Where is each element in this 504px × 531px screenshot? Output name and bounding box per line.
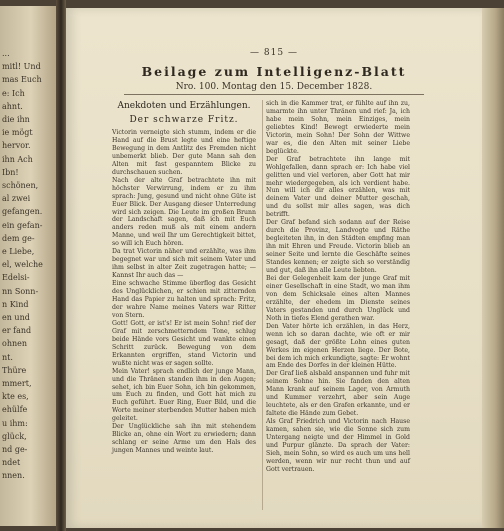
article-paragraph: Bei der Gelegenheit kam der junge Graf mit einer Gesellschaft in eine Stadt, wo man ihm von dem Schicksale eines alten Mannes erzählte, der ehedem im Dienste seines Vaters gestanden und durch Unglück und Noth in tiefes Elend gerathen war. xyxy=(266,274,410,322)
article-paragraph: Der Unglückliche sah ihn mit stehendem Blicke an, ohne ein Wort zu erwiedern; dann schlang er seine Arme um den Hals des jungen Mannes und weinte laut. xyxy=(112,423,256,455)
left-page-fragment: ohnen xyxy=(2,339,28,349)
header-rule xyxy=(124,94,424,95)
left-page-fragment: al zwei xyxy=(2,194,31,204)
left-page-fragment: gefangen. xyxy=(2,207,43,217)
left-page-fragment: schönen, xyxy=(2,181,39,190)
left-page-fragment: Ibn! xyxy=(2,167,19,177)
article-paragraph: sich in die Kammer trat, er fühlte auf ihn zu, umarmte ihn unter Thränen und rief: Ja, ich habe mein Sohn, mein Einziges, mein geliebtes Kind! Bewegt erwiederte mein Victorin, mein Sohn! Der Sohn der Wittwe war es, die den Alten mit seiner Liebe beglückte. xyxy=(266,100,410,155)
article-paragraph: Als Graf Friedrich und Victorin nach Hause kamen, sahen sie, wie die Sonne sich zum Untergang neigte und der Himmel in Gold und Purpur glänzte. Da sprach der Vater: Sieh, mein Sohn, so wird es auch um uns hell werden, wenn wir nur recht thun und auf Gott vertrauen. xyxy=(266,418,410,473)
left-page-fragment: glück, xyxy=(2,431,27,441)
newspaper-page xyxy=(66,8,482,528)
story-title: Der schwarze Fritz. xyxy=(129,115,239,125)
masthead-title: Beilage zum Intelligenz-Blatt xyxy=(141,64,407,79)
left-page-fragment: ahnt. xyxy=(2,101,23,111)
column-right-body xyxy=(266,100,410,474)
article-paragraph: Nach der alte Graf betrachtete ihn mit höchster Verwirrung, indem er zu ihm sprach: Jung, gesund und nicht ohne Güte ist Euer Blick. Der Ausgang dieser Unterredung wird sich zeigen. Die Leute im großen Brunn der Landschaft sagen, daß ich mit Euch anders reden muß als mit einem andern Manne, und weil Ihr um Gerechtigkeit bittet, so will ich Euch hören. xyxy=(112,176,256,248)
left-page-fragment: ehülfe xyxy=(2,405,28,415)
left-page-fragment: el, welche xyxy=(2,260,43,270)
left-page-fragment: n Kind xyxy=(2,299,29,309)
article-paragraph: Da trat Victorin näher und erzählte, was ihm begegnet war und sich mit seinem Vater und ihm selbst in alter Zeit zugetragen hatte; — Kannst Ihr auch das — xyxy=(112,248,256,280)
article-paragraph: Mein Vater! sprach endlich der junge Mann, und die Thränen standen ihm in den Augen; sehet, ich bin Euer Sohn, ich bin gekommen, um Euch zu finden, und Gott hat mich zu Euch geführt. Euer Ring, Euer Bild, und die Worte meiner sterbenden Mutter haben mich geleitet. xyxy=(112,367,256,423)
left-page-fragment: mitl! Und xyxy=(2,62,41,72)
left-page-fragment: en und xyxy=(2,313,30,322)
left-page-fragment: e Liebe, xyxy=(2,247,35,256)
left-page-fragment: mas Euch xyxy=(2,75,42,85)
left-page-fragment: dem ge- xyxy=(2,233,35,243)
left-page-fragment: nn Sonn- xyxy=(2,286,39,296)
left-page-fragment: ... xyxy=(2,49,10,58)
article-paragraph: Eine schwache Stimme überflog das Gesicht des Unglücklichen, er schien mit zitternden Hand das Papier zu halten und sprach: Fritz, der wahre Name meines Vaters war Ritter von Stern. xyxy=(112,280,256,319)
issue-date-line: Nro. 100. Montag den 15. December 1828. xyxy=(175,82,373,92)
left-page-fragment: ie mögt xyxy=(2,128,33,138)
left-page-fragment: nnen. xyxy=(2,471,25,481)
article-paragraph: Gott! Gott, er ist's! Er ist mein Sohn! rief der Graf mit zerschmetterndem Tone, schlug beide Hände vors Gesicht und wankte einen Schritt zurück. Bewegung von dem Erkannten ergriffen, stand Victorin und wußte nicht was er sagen sollte. xyxy=(112,319,256,367)
left-page-fragment: nt. xyxy=(2,352,13,362)
left-page-edge xyxy=(0,6,56,526)
left-page-fragment: Edelsi- xyxy=(2,273,30,283)
article-paragraph: Den Vater hörte ich erzählen, in das Herz, wenn ich so daran dachte, wie oft er mir gesagt, daß der größte Lohn eines guten Werkes im eigenen Herzen liege. Der Bote, bei dem ich mich erkundigte, sagte: Er wohnt am Ende des Dorfes in der kleinen Hütte. xyxy=(266,322,410,370)
article-paragraph: Der Graf betrachtete ihn lange mit Wohlgefallen, dann sprach er: Ich habe viel gelitten und viel verloren, aber Gott hat mir mehr wiedergegeben, als ich verdient habe. Nun will ich dir alles erzählen, was mit deinem Vater und deiner Mutter geschah, und du sollst mir alles sagen, was dich betrifft. xyxy=(266,155,410,219)
article-paragraph: Der Graf ließ alsbald anspannen und fuhr mit seinem Sohne hin. Sie fanden den alten Mann krank auf seinem Lager, von Armuth und Kummer verzehrt, aber sein Auge leuchtete, als er den Grafen erkannte, und er faltete die Hände zum Gebet. xyxy=(266,370,410,418)
right-page-edge xyxy=(482,8,504,528)
left-page-fragment: mmert, xyxy=(2,379,32,388)
left-page-fragment: ihn Ach xyxy=(2,154,33,164)
column-left-body xyxy=(112,129,256,455)
article-column-left xyxy=(112,100,256,455)
article-paragraph: Der Graf befand sich sodann auf der Reise durch die Provinz, Landvogte und Räthe begleiteten ihn, in den Städten empfing man ihn mit Ehren und Freude. Victorin blieb an seiner Seite und lernte die Geschäfte seines Standes kennen; er zeigte sich so verständig und gut, daß ihn alle Leute liebten. xyxy=(266,219,410,275)
left-page-fragment: ein gefan- xyxy=(2,220,43,230)
left-page-fragment: er fand xyxy=(2,326,32,336)
column-divider xyxy=(262,100,263,510)
left-page-fragment: ndet xyxy=(2,458,21,468)
left-page-fragment: u ihm: xyxy=(2,418,28,428)
left-page-fragment: Thüre xyxy=(2,365,27,375)
page-number: — 815 — xyxy=(250,48,298,58)
left-page-fragment: die ihn xyxy=(2,115,30,124)
article-column-right xyxy=(266,100,410,474)
article-paragraph: Victorin verneigte sich stumm, indem er die Hand auf die Brust legte und eine heftige Bewegung in dem Antlitz des Fremden nicht unbemerkt blieb. Der gute Mann sah den Alten mit fast gespanntem Blicke zu durchschauen suchen. xyxy=(112,129,256,176)
left-page-fragment: hervor. xyxy=(2,141,31,151)
section-title: Anekdoten und Erzählungen. xyxy=(117,101,251,111)
book-gutter xyxy=(56,0,66,531)
left-page-fragment: nd ge- xyxy=(2,445,28,454)
left-page-fragment: kte es, xyxy=(2,392,29,402)
left-page-fragment: e: Ich xyxy=(2,88,25,98)
